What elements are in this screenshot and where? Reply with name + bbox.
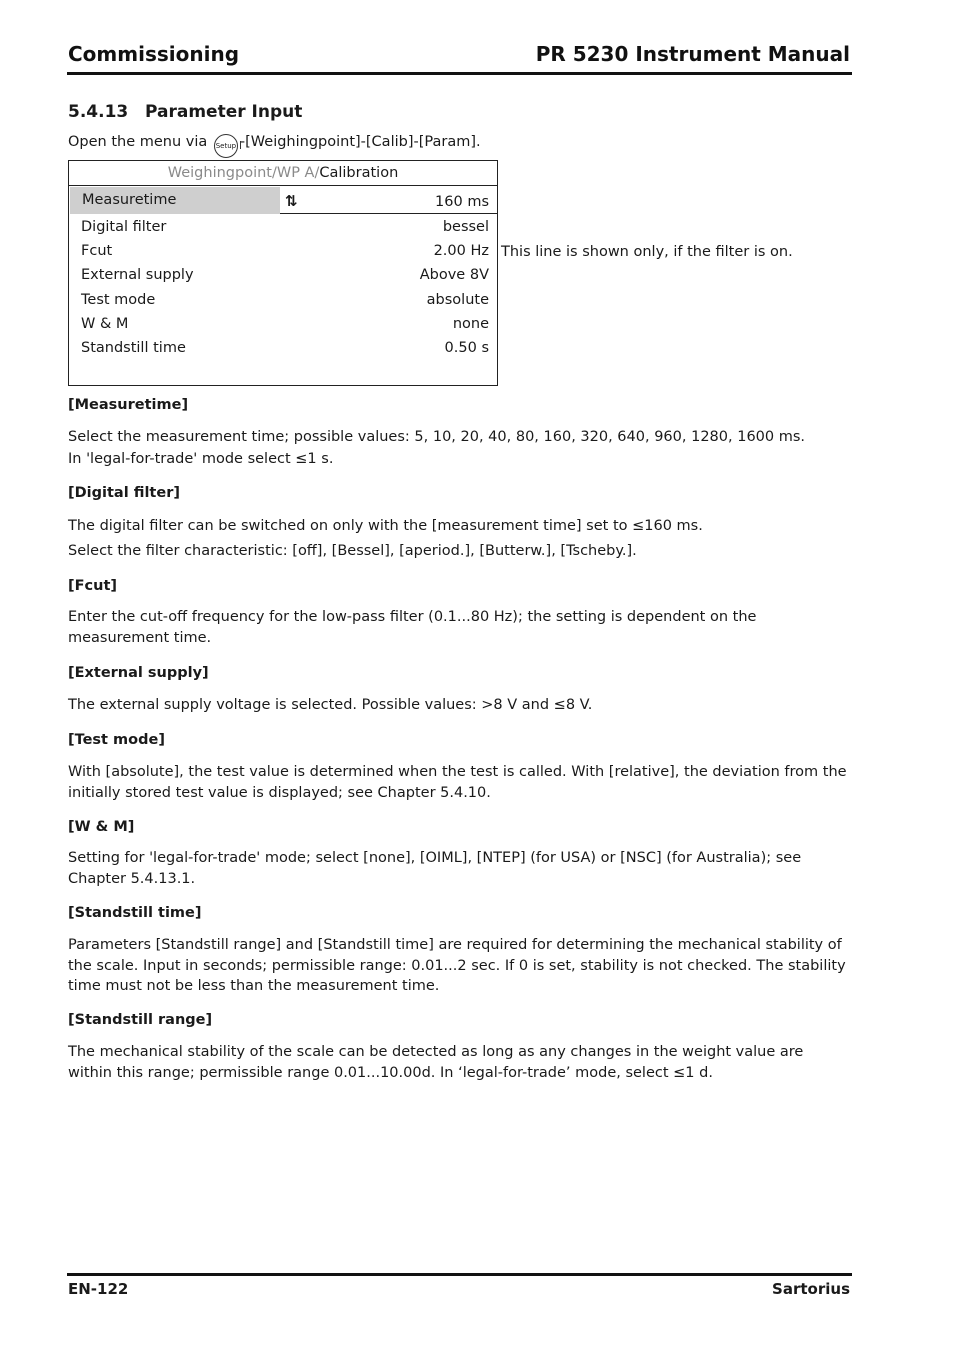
screen-breadcrumb: Weighingpoint/WP A/ <box>167 165 320 181</box>
param-value: 2.00 Hz <box>433 243 489 259</box>
param-desc-line: The digital filter can be switched on only with the [measurement time] set to ≤160 ms. <box>68 518 703 534</box>
param-row-standstill-time[interactable] <box>81 336 489 360</box>
selected-param-label[interactable]: Measuretime <box>70 187 280 214</box>
param-heading-external-supply: [External supply] <box>68 665 209 681</box>
menu-path-line <box>68 134 481 158</box>
screen-title: Calibration <box>319 165 399 181</box>
param-label: Standstill time <box>81 340 186 356</box>
footer-brand: Sartorius <box>772 1280 850 1298</box>
param-desc-line: In 'legal-for-trade' mode select ≤1 s. <box>68 451 334 467</box>
page-number: EN-122 <box>68 1280 129 1298</box>
filter-note: This line is shown only, if the filter is on. <box>501 244 793 260</box>
param-label: Digital filter <box>81 219 167 235</box>
param-value: none <box>452 316 489 332</box>
param-label: Test mode <box>81 292 156 308</box>
running-header-chapter: Commissioning <box>68 42 240 66</box>
param-heading-standstill-range: [Standstill range] <box>68 1012 213 1028</box>
param-value: 0.50 s <box>444 340 489 356</box>
param-value: absolute <box>426 292 489 308</box>
param-desc: Enter the cut-off frequency for the low-pass filter (0.1...80 Hz); the setting is dependent on the measurement time. <box>68 609 757 646</box>
footer-rule <box>67 1273 852 1276</box>
param-value: bessel <box>442 219 489 235</box>
param-row-fcut[interactable] <box>81 239 489 263</box>
section-title <box>68 102 302 122</box>
selected-param-value-field[interactable] <box>280 187 497 214</box>
menu-path-suffix: -[Weighingpoint]-[Calib]-[Param]. <box>239 134 481 150</box>
param-heading-measuretime: [Measuretime] <box>68 397 189 413</box>
param-heading-fcut: [Fcut] <box>68 578 118 594</box>
header-rule <box>67 72 852 75</box>
param-desc-line: Select the measurement time; possible values: 5, 10, 20, 40, 80, 160, 320, 640, 960, 1280, 1600 ms. <box>68 429 806 445</box>
param-desc: Setting for 'legal-for-trade' mode; select [none], [OIML], [NTEP] (for USA) or [NSC] (for Australia); see Chapter 5.4.13.1. <box>68 850 802 887</box>
param-label: Fcut <box>81 243 113 259</box>
param-desc-line: Select the filter characteristic: [off], [Bessel], [aperiod.], [Butterw.], [Tscheby.]. <box>68 543 637 559</box>
param-label: W & M <box>81 316 129 332</box>
setup-icon: Setup <box>214 134 238 158</box>
param-desc: With [absolute], the test value is determined when the test is called. With [relative], the deviation from the initially stored test value is displayed; see Chapter 5.4.10. <box>68 764 847 801</box>
param-row-external-supply[interactable] <box>81 263 489 287</box>
parameter-screen <box>68 160 498 386</box>
param-desc: The mechanical stability of the scale can be detected as long as any changes in the weight value are within this range; permissible range 0.01...10.00d. In ‘legal-for-trade’ mode, select ≤1 d. <box>68 1044 804 1081</box>
section-title-text: Parameter Input <box>145 102 303 122</box>
param-row-digital-filter[interactable] <box>81 215 489 239</box>
param-heading-standstill-time: [Standstill time] <box>68 905 202 921</box>
running-header-manual-title: PR 5230 Instrument Manual <box>535 42 850 66</box>
menu-path-prefix: Open the menu via <box>68 134 212 150</box>
param-heading-digital-filter: [Digital filter] <box>68 485 180 501</box>
section-number: 5.4.13 <box>68 102 129 122</box>
param-row-w-and-m[interactable] <box>81 312 489 336</box>
param-label: External supply <box>81 267 194 283</box>
screen-title-bar <box>69 161 497 186</box>
param-desc: Parameters [Standstill range] and [Standstill time] are required for determining the mechanical stability of the scale. Input in seconds; permissible range: 0.01...2 sec. If 0 is set, stability is not checked. The stability time must not be less than the measurement time. <box>68 937 846 994</box>
param-row-test-mode[interactable] <box>81 288 489 312</box>
param-heading-w-and-m: [W & M] <box>68 819 135 835</box>
selected-param-value: 160 ms <box>435 194 489 210</box>
param-value: Above 8V <box>419 267 489 283</box>
param-desc: The external supply voltage is selected. Possible values: >8 V and ≤8 V. <box>68 697 593 713</box>
param-heading-test-mode: [Test mode] <box>68 732 165 748</box>
up-down-arrows-icon: ⇅ <box>285 192 298 210</box>
